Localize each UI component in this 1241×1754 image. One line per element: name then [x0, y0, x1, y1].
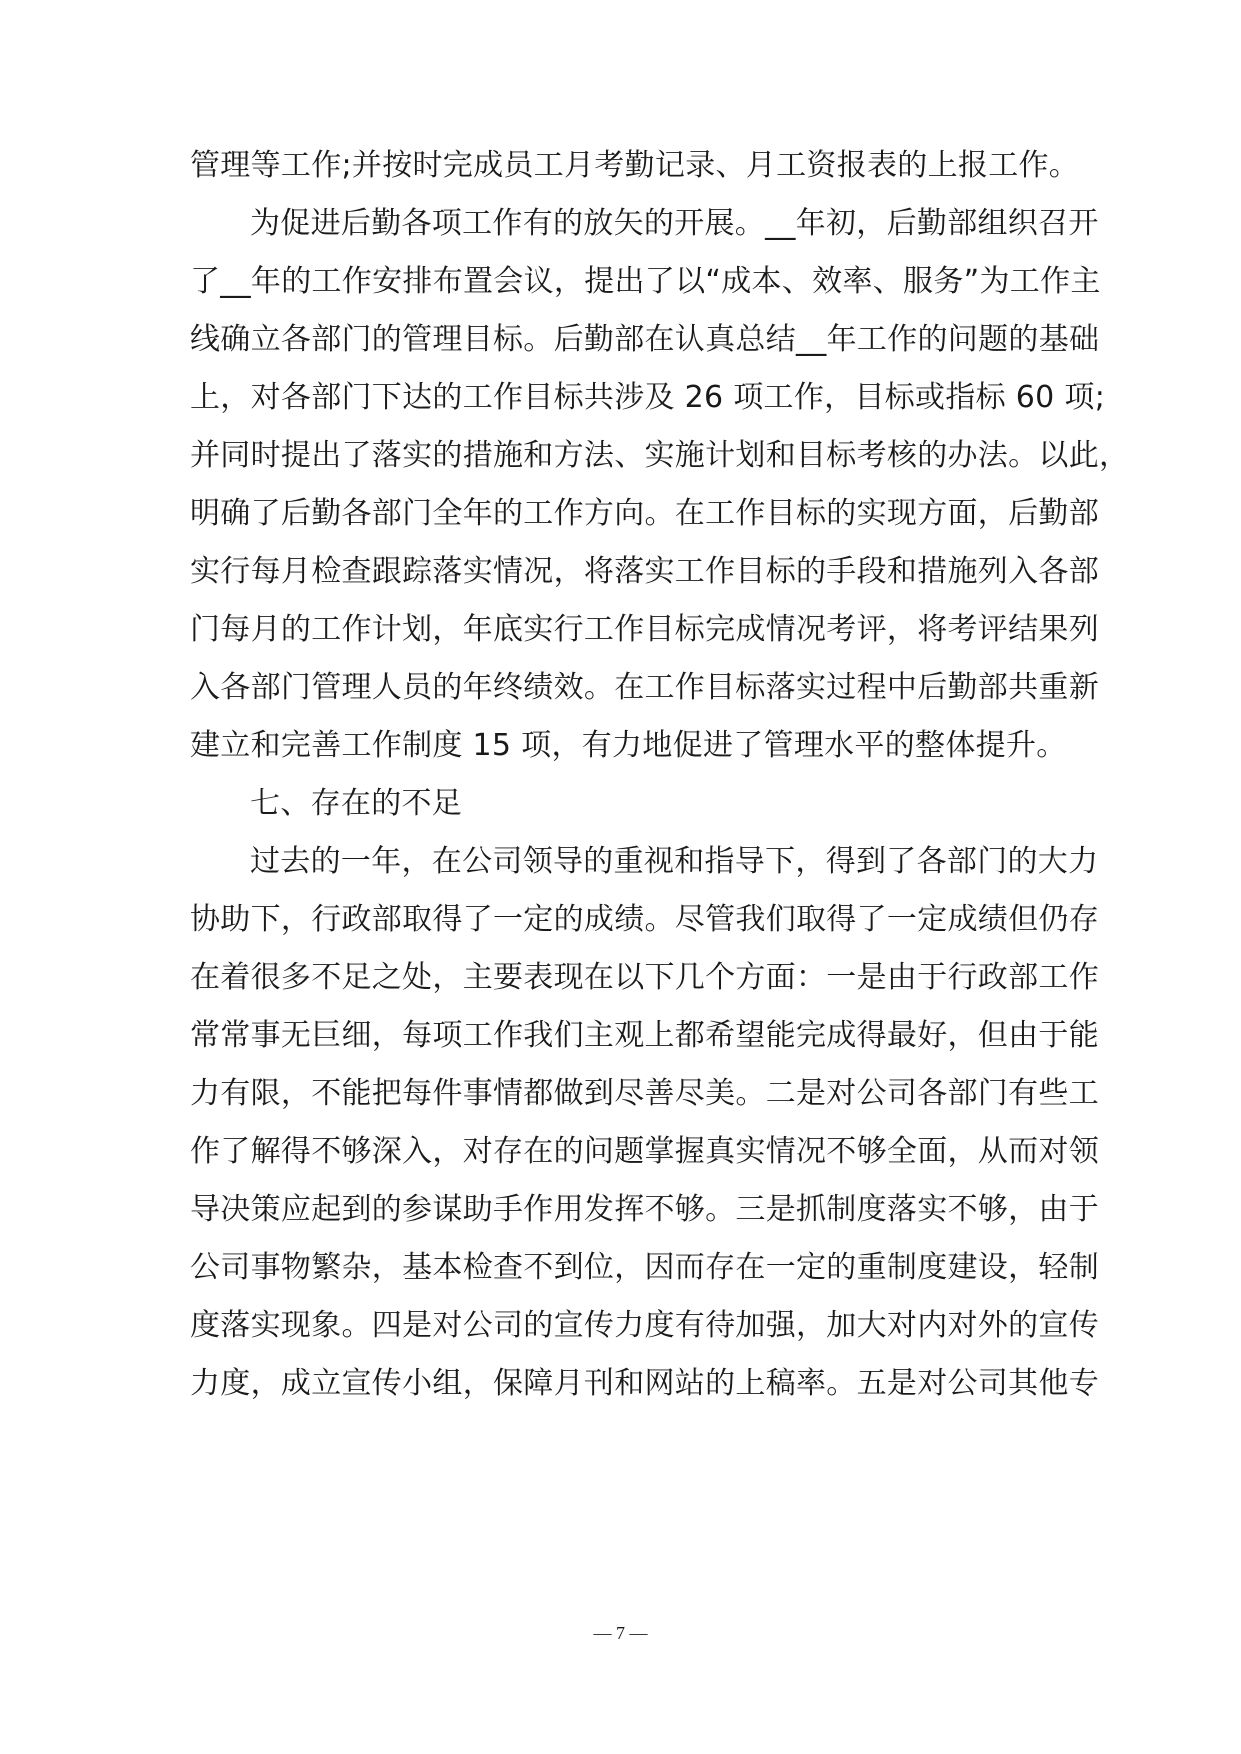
body-line: 线确立各部门的管理目标。后勤部在认真总结__年工作的问题的基础 [190, 322, 1100, 357]
paragraph-first-line: 为促进后勤各项工作有的放矢的开展。__年初，后勤部组织召开 [250, 206, 1099, 241]
body-line: 并同时提出了落实的措施和方法、实施计划和目标考核的办法。以此， [190, 438, 1130, 473]
body-line: 实行每月检查跟踪落实情况，将落实工作目标的手段和措施列入各部 [190, 554, 1099, 589]
body-line: 管理等工作;并按时完成员工月考勤记录、月工资报表的上报工作。 [190, 148, 1080, 183]
paragraph-first-line: 过去的一年，在公司领导的重视和指导下，得到了各部门的大力 [250, 844, 1099, 879]
body-line: 度落实现象。四是对公司的宣传力度有待加强，加大对内对外的宣传 [190, 1308, 1099, 1343]
body-line: 明确了后勤各部门全年的工作方向。在工作目标的实现方面，后勤部 [190, 496, 1099, 531]
page-number: — 7 — [593, 1623, 648, 1643]
section-heading: 七、存在的不足 [250, 786, 463, 821]
body-line: 入各部门管理人员的年终绩效。在工作目标落实过程中后勤部共重新 [190, 670, 1099, 705]
body-line: 力有限，不能把每件事情都做到尽善尽美。二是对公司各部门有些工 [190, 1076, 1099, 1111]
body-line: 了__年的工作安排布置会议，提出了以“成本、效率、服务”为工作主 [190, 264, 1101, 299]
body-line: 公司事物繁杂，基本检查不到位，因而存在一定的重制度建设，轻制 [190, 1250, 1099, 1285]
body-line: 门每月的工作计划，年底实行工作目标完成情况考评，将考评结果列 [190, 612, 1099, 647]
body-line: 协助下，行政部取得了一定的成绩。尽管我们取得了一定成绩但仍存 [190, 902, 1099, 937]
body-line: 导决策应起到的参谋助手作用发挥不够。三是抓制度落实不够，由于 [190, 1192, 1099, 1227]
body-line: 力度，成立宣传小组，保障月刊和网站的上稿率。五是对公司其他专 [190, 1366, 1099, 1401]
body-line: 建立和完善工作制度 15 项，有力地促进了管理水平的整体提升。 [190, 728, 1067, 763]
body-line: 上，对各部门下达的工作目标共涉及 26 项工作，目标或指标 60 项; [190, 380, 1106, 415]
body-line: 作了解得不够深入，对存在的问题掌握真实情况不够全面，从而对领 [190, 1134, 1099, 1169]
body-line: 常常事无巨细，每项工作我们主观上都希望能完成得最好，但由于能 [190, 1018, 1099, 1053]
body-line: 在着很多不足之处，主要表现在以下几个方面：一是由于行政部工作 [190, 960, 1099, 995]
